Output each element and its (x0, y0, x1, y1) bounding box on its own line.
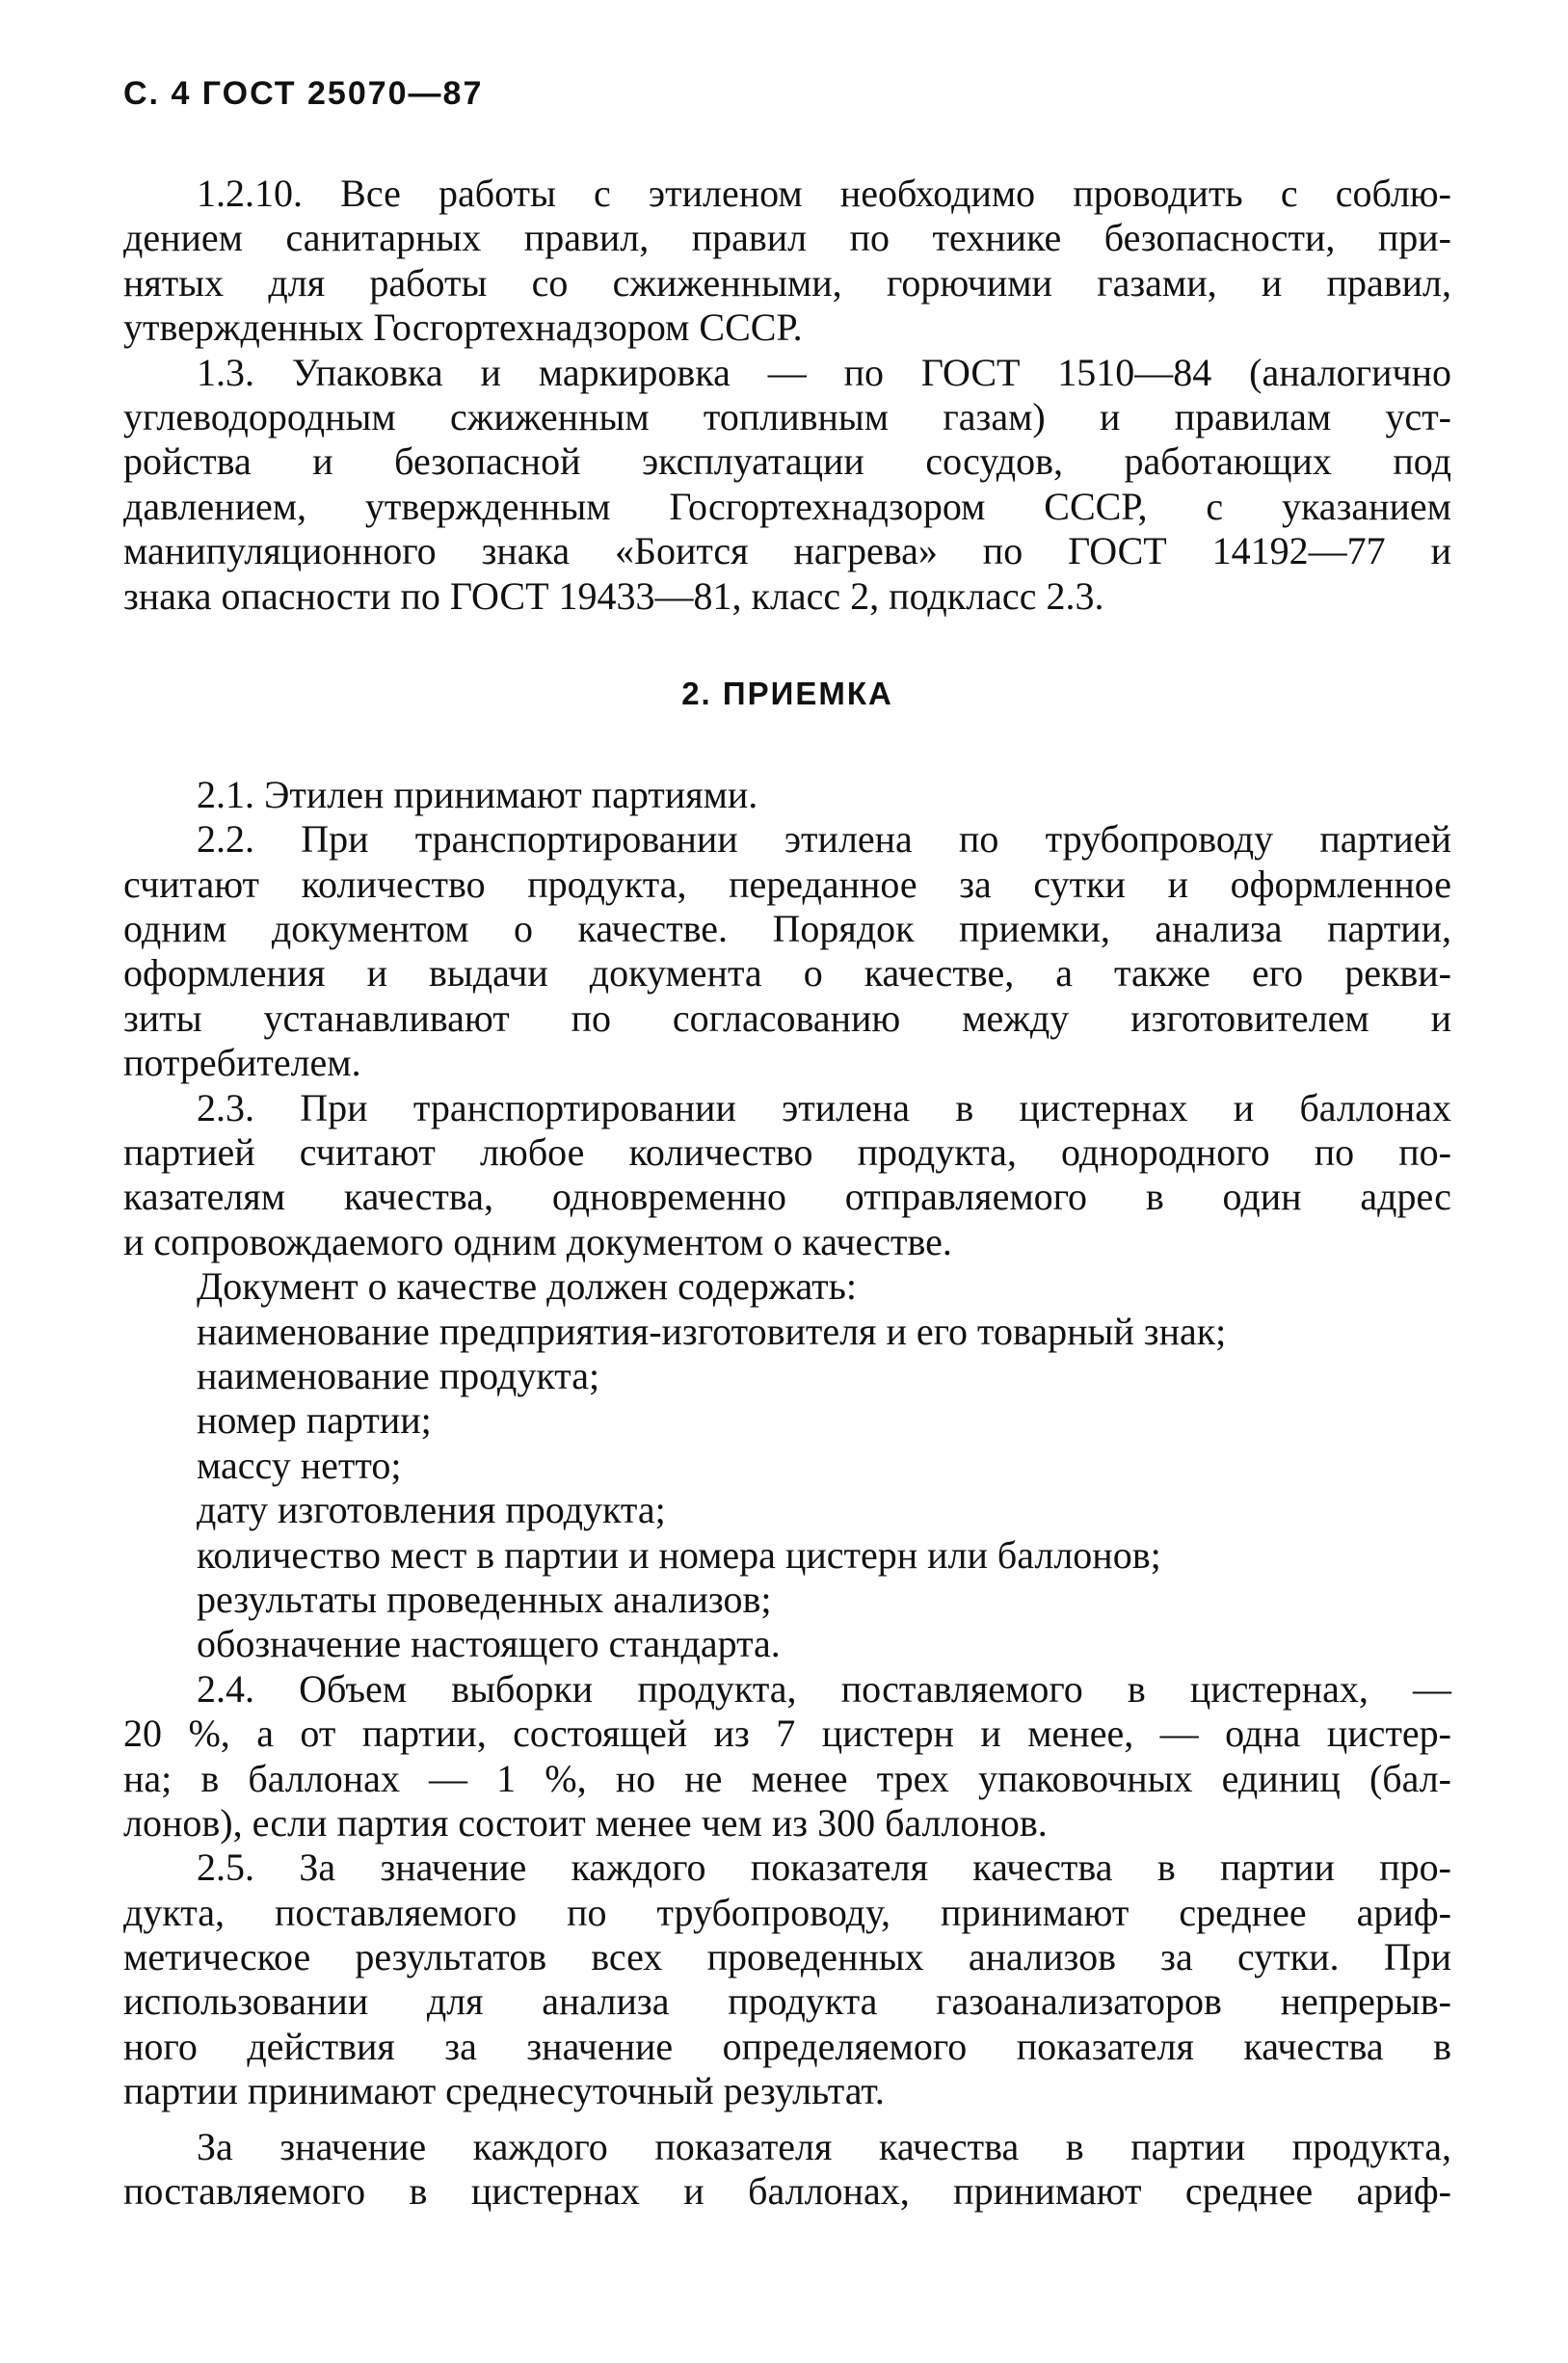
list-item: обозначение настоящего стандарта. (197, 1622, 781, 1666)
text-line: на; в баллонах — 1 %, но не менее трех упаковочных единиц (бал- (123, 1756, 1451, 1800)
list-item: наименование предприятия-изготовителя и его товарный знак; (197, 1309, 1227, 1353)
text-line: 20 %, а от партии, состоящей из 7 цистерн и менее, — одна цистер- (123, 1712, 1451, 1756)
text-line: казателям качества, одновременно отправляемого в один адрес (123, 1175, 1451, 1219)
text-line: использовании для анализа продукта газоанализаторов непрерыв- (123, 1979, 1451, 2024)
text-line: и сопровождаемого одним документом о качестве. (123, 1219, 952, 1263)
paragraph-2-3 (123, 1086, 1451, 1265)
text-line: потребителем. (123, 1041, 361, 1085)
text-line: 2.5. За значение каждого показателя качества в партии про- (197, 1845, 1451, 1890)
list-item: массу нетто; (197, 1443, 402, 1487)
page-header: С. 4 ГОСТ 25070—87 (123, 75, 484, 112)
text-line: метическое результатов всех проведенных анализов за сутки. При (123, 1935, 1451, 1979)
text-line: дукта, поставляемого по трубопроводу, принимают среднее ариф- (123, 1890, 1451, 1934)
paragraph-2-5 (123, 1845, 1451, 2113)
list-intro: Документ о качестве должен содержать: (197, 1264, 858, 1309)
list-item: наименование продукта; (197, 1353, 600, 1397)
text-line: зиты устанавливают по согласованию между изготовителем и (123, 996, 1451, 1040)
text-line: 2.1. Этилен принимают партиями. (197, 772, 758, 816)
paragraph-1-2-10 (123, 172, 1451, 351)
text-line: углеводородным сжиженным топливным газам) и правилам уст- (123, 394, 1451, 438)
text-line: лонов), если партия состоит менее чем из 300 баллонов. (123, 1800, 1048, 1845)
paragraph-2-4 (123, 1667, 1451, 1846)
quality-document-contents (123, 1264, 1451, 1667)
text-line: 2.2. При транспортировании этилена по трубопроводу партией (197, 817, 1451, 862)
text-line: одним документом о качестве. Порядок приемки, анализа партии, (123, 907, 1451, 951)
text-line: дением санитарных правил, правил по технике безопасности, при- (123, 216, 1451, 260)
text-line: нятых для работы со сжиженными, горючими газами, и правил, (123, 260, 1451, 305)
text-line: поставляемого в цистернах и баллонах, принимают среднее ариф- (123, 2169, 1451, 2214)
document-body (123, 172, 1451, 2214)
text-line: 1.3. Упаковка и маркировка — по ГОСТ 1510—84 (аналогично (197, 350, 1451, 394)
text-line: утвержденных Госгортехнадзором СССР. (123, 305, 803, 350)
text-line: За значение каждого показателя качества в партии продукта, (197, 2124, 1451, 2168)
section-title: 2. ПРИЕМКА (681, 675, 893, 711)
text-line: оформления и выдачи документа о качестве, а также его рекви- (123, 951, 1451, 996)
text-line: давлением, утвержденным Госгортехнадзором СССР, с указанием (123, 484, 1451, 528)
text-line: ного действия за значение определяемого показателя качества в (123, 2024, 1451, 2068)
paragraph-2-2 (123, 817, 1451, 1085)
text-line: 2.3. При транспортировании этилена в цистернах и баллонах (197, 1085, 1451, 1129)
list-item: результаты проведенных анализов; (197, 1577, 772, 1621)
text-line: считают количество продукта, переданное за сутки и оформленное (123, 862, 1451, 906)
paragraph-gap (123, 2114, 1451, 2125)
list-item: дату изготовления продукта; (197, 1488, 666, 1532)
text-line: партией считают любое количество продукта, однородного по по- (123, 1130, 1451, 1175)
text-line: знака опасности по ГОСТ 19433—81, класс 2, подкласс 2.3. (123, 573, 1104, 618)
text-line: ройства и безопасной эксплуатации сосудов, работающих под (123, 439, 1451, 484)
text-line: 1.2.10. Все работы с этиленом необходимо проводить с соблю- (197, 172, 1451, 215)
paragraph-1-3 (123, 351, 1451, 619)
paragraph-2-1 (123, 773, 1451, 817)
list-item: количество мест в партии и номера цистерн или баллонов; (197, 1532, 1161, 1577)
list-item: номер партии; (197, 1398, 432, 1443)
paragraph-2-5-continuation (123, 2125, 1451, 2215)
text-line: 2.4. Объем выборки продукта, поставляемого в цистернах, — (197, 1666, 1451, 1711)
text-line: манипуляционного знака «Боится нагрева» по ГОСТ 14192—77 и (123, 529, 1451, 573)
text-line: партии принимают среднесуточный результат. (123, 2069, 885, 2113)
